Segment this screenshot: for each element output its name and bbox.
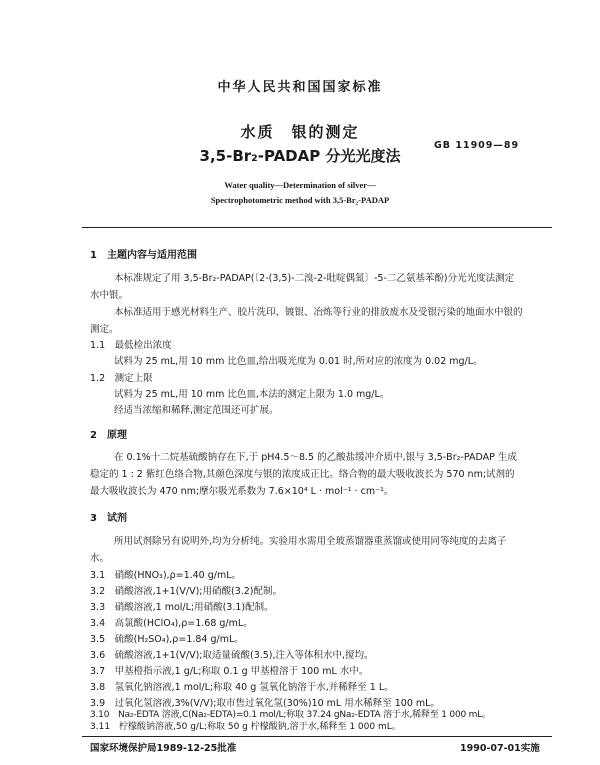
section-1-paragraph-2-line-2: 测定。 — [90, 324, 119, 335]
english-title-line1: Water quality—Determination of silver— — [224, 180, 376, 190]
subsection-1-2-heading: 1.2 测定上限 — [90, 373, 153, 384]
reagent-item-3-9: 3.9 过氧化氢溶液,3%(V/V);取市售过氧化氢(30%)10 mL 用水稀释至 100 mL。 — [90, 698, 440, 709]
section-3-heading: 3 试剂 — [90, 513, 127, 524]
english-title-line2: Spectrophotometric method with 3,5-Br₂-PADAP — [210, 195, 390, 205]
reagent-item-3-1: 3.1 硝酸(HNO₃),ρ=1.40 g/mL。 — [90, 570, 242, 581]
section-1-paragraph-2-line-1: 本标准适用于感光材料生产、胶片洗印、镀银、冶炼等行业的排放废水及受银污染的地面水中银的 — [114, 307, 523, 318]
reagent-item-3-6: 3.6 硫酸溶液,1+1(V/V);取适量硫酸(3.5),注入等体积水中,搅均。 — [90, 650, 374, 661]
national-standard-label: 中华人民共和国国家标准 — [217, 80, 383, 95]
subsection-1-1-heading: 1.1 最低检出浓度 — [90, 340, 172, 351]
reagent-item-3-8: 3.8 氢氧化钠溶液,1 mol/L;称取 40 g 氢氧化钠溶于水,并稀释至 1 L。 — [90, 682, 394, 693]
document-title-line2: 3,5-Br₂-PADAP 分光光度法 — [199, 147, 401, 165]
implementation-date: 1990-07-01实施 — [460, 743, 540, 754]
reagent-item-3-3: 3.3 硝酸溶液,1 mol/L;用硝酸(3.1)配制。 — [90, 602, 274, 613]
section-1-heading: 1 主题内容与适用范围 — [90, 250, 197, 261]
reagent-item-3-5: 3.5 硫酸(H₂SO₄),ρ=1.84 g/mL。 — [90, 634, 244, 645]
approval-date: 国家环境保护局1989-12-25批准 — [90, 743, 237, 754]
section-2-heading: 2 原理 — [90, 430, 127, 441]
section-3-intro-line-2: 水。 — [90, 553, 110, 564]
reagent-item-3-2: 3.2 硝酸溶液,1+1(V/V);用硝酸(3.2)配制。 — [90, 586, 283, 597]
subsection-1-2-text-1: 试料为 25 mL,用 10 mm 比色皿,本法的测定上限为 1.0 mg/L。 — [114, 389, 390, 400]
section-2-line-2: 稳定的 1 : 2 紫红色络合物,其颜色深度与银的浓度成正比。络合物的最大吸收波长为 570 nm;试剂的 — [90, 469, 515, 480]
reagent-item-3-10: 3.10 Na₂-EDTA 溶液,C(Na₂-EDTA)=0.1 mol/L;称取 37.24 gNa₂-EDTA 溶于水,稀释至 1 000 mL。 — [90, 710, 491, 720]
section-1-paragraph-1-line-1: 本标准规定了用 3,5-Br₂-PADAP(〔2-(3,5)-二溴-2-吡啶偶氮〕-5-二乙氨基苯酚)分光光度法测定 — [114, 273, 515, 284]
section-2-line-1: 在 0.1%十二烷基硫酸钠存在下,于 pH4.5～8.5 的乙酸盐缓冲介质中,银与 3,5-Br₂-PADAP 生成 — [114, 452, 517, 463]
section-2-line-3: 最大吸收波长为 470 nm;摩尔吸光系数为 7.6×10⁴ L · mol⁻¹ · cm⁻¹。 — [90, 486, 394, 497]
document-title-line1: 水质 银的测定 — [240, 123, 360, 141]
section-1-paragraph-1-line-2: 水中银。 — [90, 290, 129, 301]
reagent-item-3-7: 3.7 甲基橙指示液,1 g/L;称取 0.1 g 甲基橙溶于 100 mL 水中。 — [90, 666, 369, 677]
header-divider — [82, 227, 552, 228]
section-3-intro-line-1: 所用试剂除另有说明外,均为分析纯。实验用水需用全玻蒸馏器重蒸馏或使用同等纯度的去离子 — [114, 536, 507, 547]
reagent-item-3-4: 3.4 高氯酸(HClO₄),ρ=1.68 g/mL。 — [90, 618, 253, 629]
reagent-item-3-11: 3.11 柠檬酸钠溶液,50 g/L;称取 50 g 柠檬酸钠,溶于水,稀释至 1 000 mL。 — [90, 722, 401, 732]
standard-number: GB 11909—89 — [434, 140, 520, 151]
subsection-1-2-text-2: 经适当浓缩和稀释,测定范围还可扩展。 — [114, 405, 279, 416]
footer-divider — [82, 736, 552, 737]
subsection-1-1-text: 试料为 25 mL,用 10 mm 比色皿,给出吸光度为 0.01 时,所对应的浓度为 0.02 mg/L。 — [114, 356, 483, 367]
